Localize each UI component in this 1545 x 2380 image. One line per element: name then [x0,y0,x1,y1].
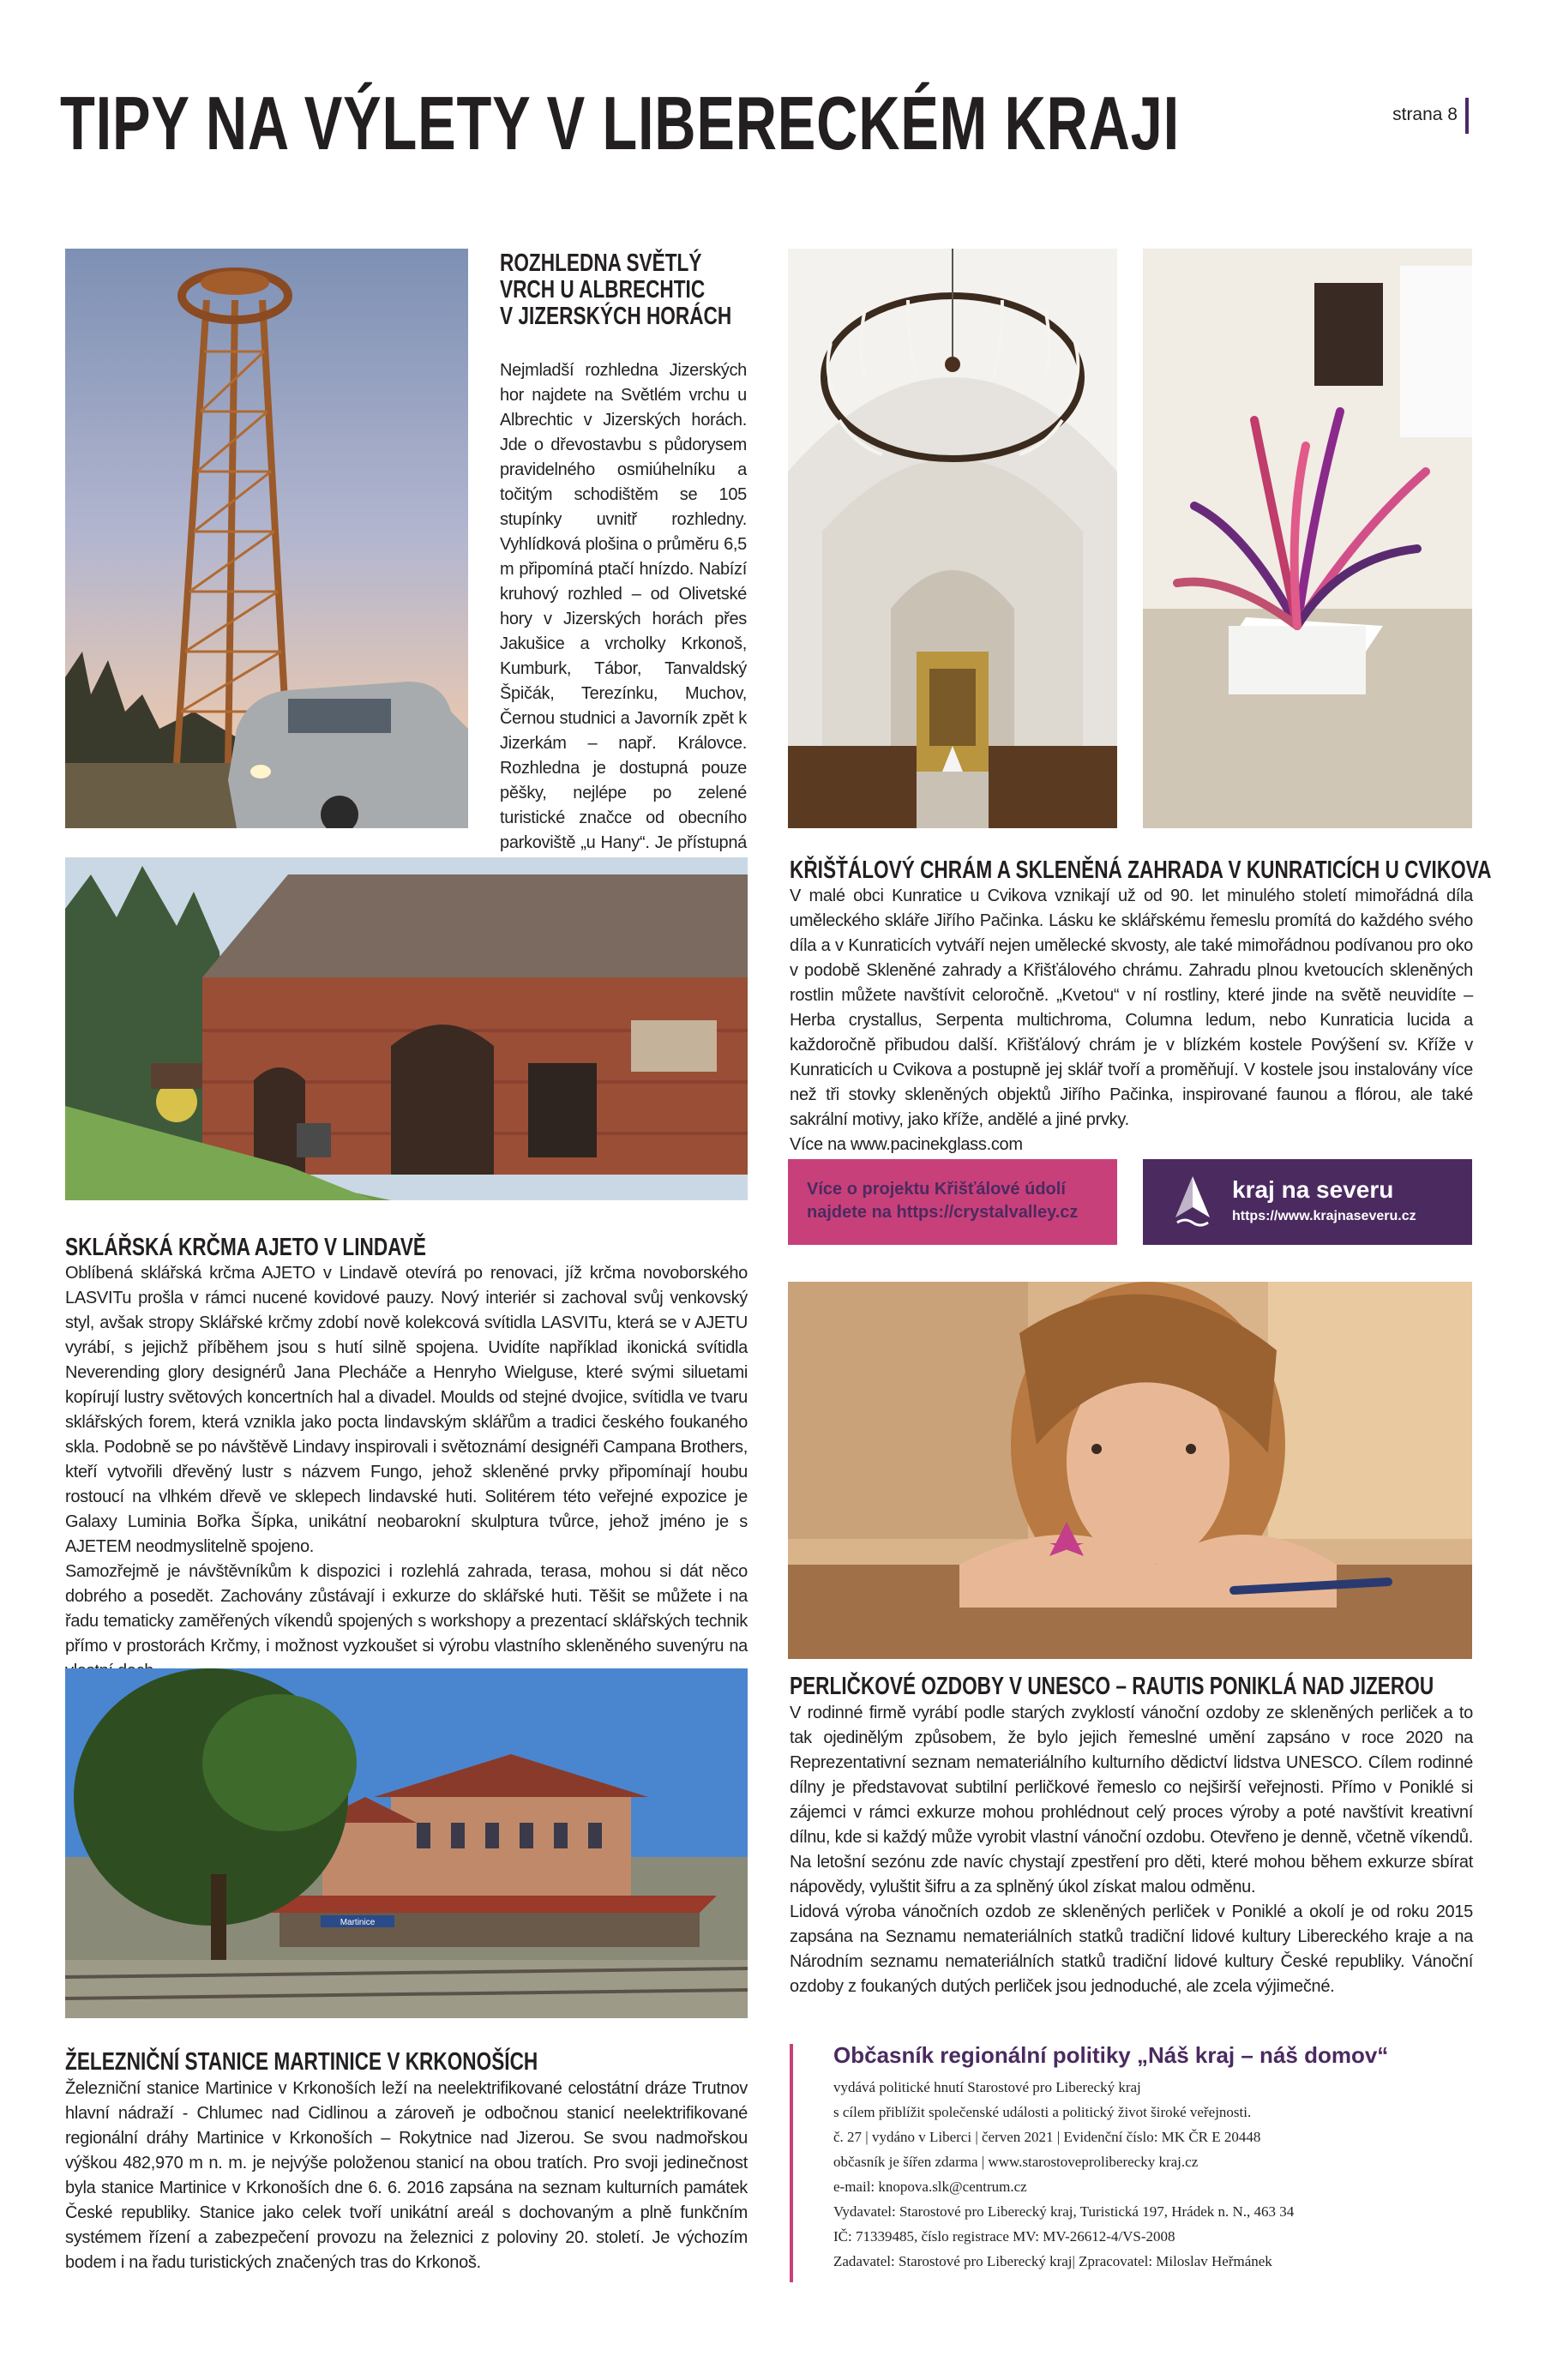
kraj-na-severu-url[interactable]: https://www.krajnaseveru.cz [1232,1209,1416,1223]
rozhledna-heading-line: VRCH U ALBRECHTIC [500,276,706,304]
imprint-block [833,2075,1294,2274]
bead-ornament-girl-photo [788,1282,1472,1659]
imprint-line: Vydavatel: Starostové pro Liberecký kraj, Turistická 197, Hrádek n. N., 463 34 [833,2203,1295,2220]
crystal-valley-box[interactable] [788,1159,1117,1245]
page-title: TIPY NA VÝLETY V LIBERECKÉM KRAJI [60,81,1180,165]
kraj-na-severu-logo-icon [1172,1175,1213,1229]
rozhledna-paragraph: Nejmladší rozhledna Jizerských hor najdete na Světlém vrchu u Albrechtic v Jizerských horách. Jde o dřevostavbu s půdorysem pravidelného osmiúhelníku a točitým schodištěm se 105 stupínky uvnitř rozhledny. Vyhlídková plošina o průměru 6,5 m připomíná ptačí hnízdo. Nabízí kruhový rozhled – od Olivetské hory v Jizerských horách přes Jakušice a vrcholky Krkonoš, Kumburk, Tábor, Tanvaldský Špičák, Terezínku, Muchov, Černou studnici a Javorník zpět k Jizerkám – např. Královce. Rozhledna je dostupná pouze pěšky, nejlépe po zelené turistické značce od obecního parkoviště „u Hany“. Je přístupná [500,361,747,852]
imprint-line: IČ: 71339485, číslo registrace MV: MV-26612-4/VS-2008 [833,2228,1175,2245]
ajeto-heading: SKLÁŘSKÁ KRČMA AJETO V LINDAVĚ [65,1234,427,1261]
imprint-line[interactable]: občasník je šířen zdarma | www.starostoveproliberecky kraj.cz [833,2154,1199,2170]
ajeto-text [65,1261,748,1684]
imprint-bar [790,2044,793,2282]
glass-garden-photo [1143,249,1472,828]
imprint-line: č. 27 | vydáno v Liberci | červen 2021 | Evidenční číslo: MK ČR E 20448 [833,2129,1261,2145]
rozhledna-heading-line: ROZHLEDNA SVĚTLÝ [500,249,702,277]
martinice-text [65,2076,748,2275]
ajeto-paragraph: Oblíbená sklářská krčma AJETO v Lindavě otevírá po renovaci, jíž krčma novoborského LASVITu prošla v rámci nucené kovidové pauzy. Nový interiér si zachoval svůj venkovský styl, avšak stropy Sklářské krčmy zdobí nově kolekcová svítidla LASVITu, která se v AJETU vyrábí, s jejichž příběhem jsou s hutí silně spojena. Uvidíte například ikonická svítidla Neverending glory designérů Jana Plecháče a Henryho Wielguse, které svými siluetami kopírují lustry světových koncertních hal a divadel. Moulds od stejné dvojice, svítidla ve tvaru sklářských forem, která vznikla jako pocta lindavským sklářům a tradici českého foukaného skla. Podobně se po návštěvě Lindavy inspirovali i světoznámí designéři Campana Brothers, kteří vytvořili dřevěný lustr s názvem Fungo, jehož skleněné prvky připomínají houbu rostoucí na vlhkém dřevě ve sklepech lindavské huti. Solitérem této veřejné expozice je Galaxy Luminia Bořka Šípka, unikátní neobarokní skulptura tvůrce, jehož jméno je s AJETEM neodmyslitelně spojeno. [65,1264,748,1556]
kraj-na-severu-name: kraj na severu [1232,1176,1394,1203]
imprint-line: vydává politické hnutí Starostové pro Liberecký kraj [833,2079,1141,2095]
imprint-title: Občasník regionální politiky „Náš kraj – náš domov“ [833,2042,1389,2068]
martinice-station-photo [65,1668,748,2018]
ajeto-paragraph: Samozřejmě je návštěvníkům k dispozici i rozlehlá zahrada, terasa, mohou si dát něco dobrého a posedět. Zachovány zůstávají i exkurze do sklářské huti. Těšit se můžete i na řadu tematicky zaměřených víkendů spojených s workshopy a prezentací sklářských technik přímo v prostorách Krčmy, i možnost vyzkoušet si výrobu vlastního skleněného suvenýru na [65,1562,748,1656]
chram-web: Více na www.pacinekglass.com [790,1135,1023,1154]
martinice-heading: ŽELEZNIČNÍ STANICE MARTINICE V KRKONOŠÍCH [65,2048,538,2076]
chram-paragraph: V malé obci Kunratice u Cvikova vznikají už od 90. let minulého století mimořádná díla uměleckého skláře Jiřího Pačinka. Lásku ke sklářskému řemeslu promítá do každého svého díla a v Kunraticích vytváří nejen umělecké skvosty, ale také mimořádnou podívanou pro oko v podobě Skleněné zahrady a Křišťálového chrámu. Zahradu plnou kvetoucích skleněných rostlin můžete navštívit celoročně. „Kvetou“ v ní rostliny, které jinde na světě neuvidíte – Herba crystallus, Serpenta multichroma, Columna ledum, nebo Kunraticia lucida a každoročně přibudou další. Křišťálový chrám je v blízkém kostele Povýšení sv. Kříže v Kunraticích u Cvikova a postupně jej sklář tvoří a proměňují. V kostele jsou instalovány více než tři stovky skleněných objektů Jiřího Pačinka, inspirované faunou a flórou, ale také sakrální motivy, jako kříže, andělé a jiné prvky. [790,886,1473,1129]
crystal-church-photo [788,249,1117,828]
imprint-line: Zadavatel: Starostové pro Liberecký kraj| Zpracovatel: Miloslav Heřmánek [833,2253,1272,2269]
crystal-valley-line2[interactable]: najdete na https://crystalvalley.cz [807,1203,1079,1222]
rautis-paragraph: Lidová výroba vánočních ozdob ze skleněných perliček v Poniklé a okolí je od roku 2015 zapsána na Seznamu nemateriálních statků tradiční lidové kultury Libereckého kraje a na Národním seznamu nemateriálních statků tradiční lidové kultury České republiky. Vánoční ozdoby z foukaných dutých perliček jsou jednoduché, ale zcela výjimečné. [790,1902,1473,1996]
rozhledna-text [500,358,747,880]
kraj-na-severu-box[interactable] [1143,1159,1472,1245]
chram-text [790,884,1473,1157]
imprint-line[interactable]: e-mail: knopova.slk@centrum.cz [833,2179,1027,2195]
rautis-paragraph: V rodinné firmě vyrábí podle starých zvyklostí vánoční ozdoby ze skleněných perliček a to tak ojedinělým způsobem, že bylo jejich řemeslné umění zapsáno v roce 2020 na Reprezentativní seznam nemateriálního kulturního dědictví lidstva UNESCO. Cílem rodinné dílny je představovat subtilní perličkové řemeslo co nejširší veřejnosti. Přímo v Poniklé si zájemci v rámci exkurze mohou prohlédnout celý proces výroby a poté navštívit kreativní dílnu, kde si každý může vyrobit vlastní vánoční ozdobu. Otevřeno je denně, včetně víkendů. Na letošní sezónu zde navíc chystají zpestření pro děti, které mohou během exkurze sbírat nápovědy, vyluštit šifru a za splněný úkol získat malou odměnu. [790,1704,1473,1896]
crystal-valley-line1: Více o projektu Křišťálové údolí [807,1180,1066,1199]
rozhledna-heading-line: V JIZERSKÝCH HORÁCH [500,303,732,330]
ajeto-building-photo [65,857,748,1200]
martinice-paragraph: Železniční stanice Martinice v Krkonoších leží na neelektrifikované celostátní dráze Trutnov hlavní nádraží - Chlumec nad Cidlinou a zároveň je odbočnou stanicí neelektrifikované regionální dráhy Martinice v Krkonoších – Rokytnice nad Jizerou. Se svou nadmořskou výškou 482,970 m n. m. je nejvýše položenou stanicí na obou tratích. Pro svoji jedinečnost byla stanice Martinice v Krkonoších dne 6. 6. 2016 zapsána na seznam kulturních památek České republiky. Stanice jako celek tvoří unikátní areál s dochovaným a plně funkčním systémem řízení a zabezpečení provozu na železnici z poloviny 20. století. Je výchozím bodem i na řadu turistických značených tras do Krkonoš. [65,2079,748,2272]
rozhledna-heading [500,250,731,330]
page-number: strana 8 [1392,105,1458,124]
page-number-bar [1465,98,1469,134]
rautis-text [790,1701,1473,1999]
chram-heading: KŘIŠŤÁLOVÝ CHRÁM A SKLENĚNÁ ZAHRADA V KUNRATICÍCH U CVIKOVA [790,856,1492,884]
rautis-heading: PERLIČKOVÉ OZDOBY V UNESCO – RAUTIS PONIKLÁ NAD JIZEROU [790,1673,1434,1700]
imprint-line: s cílem přiblížit společenské události a politický život široké veřejnosti. [833,2104,1252,2120]
lookout-tower-photo [65,249,468,828]
station-sign: Martinice [340,1918,376,1927]
